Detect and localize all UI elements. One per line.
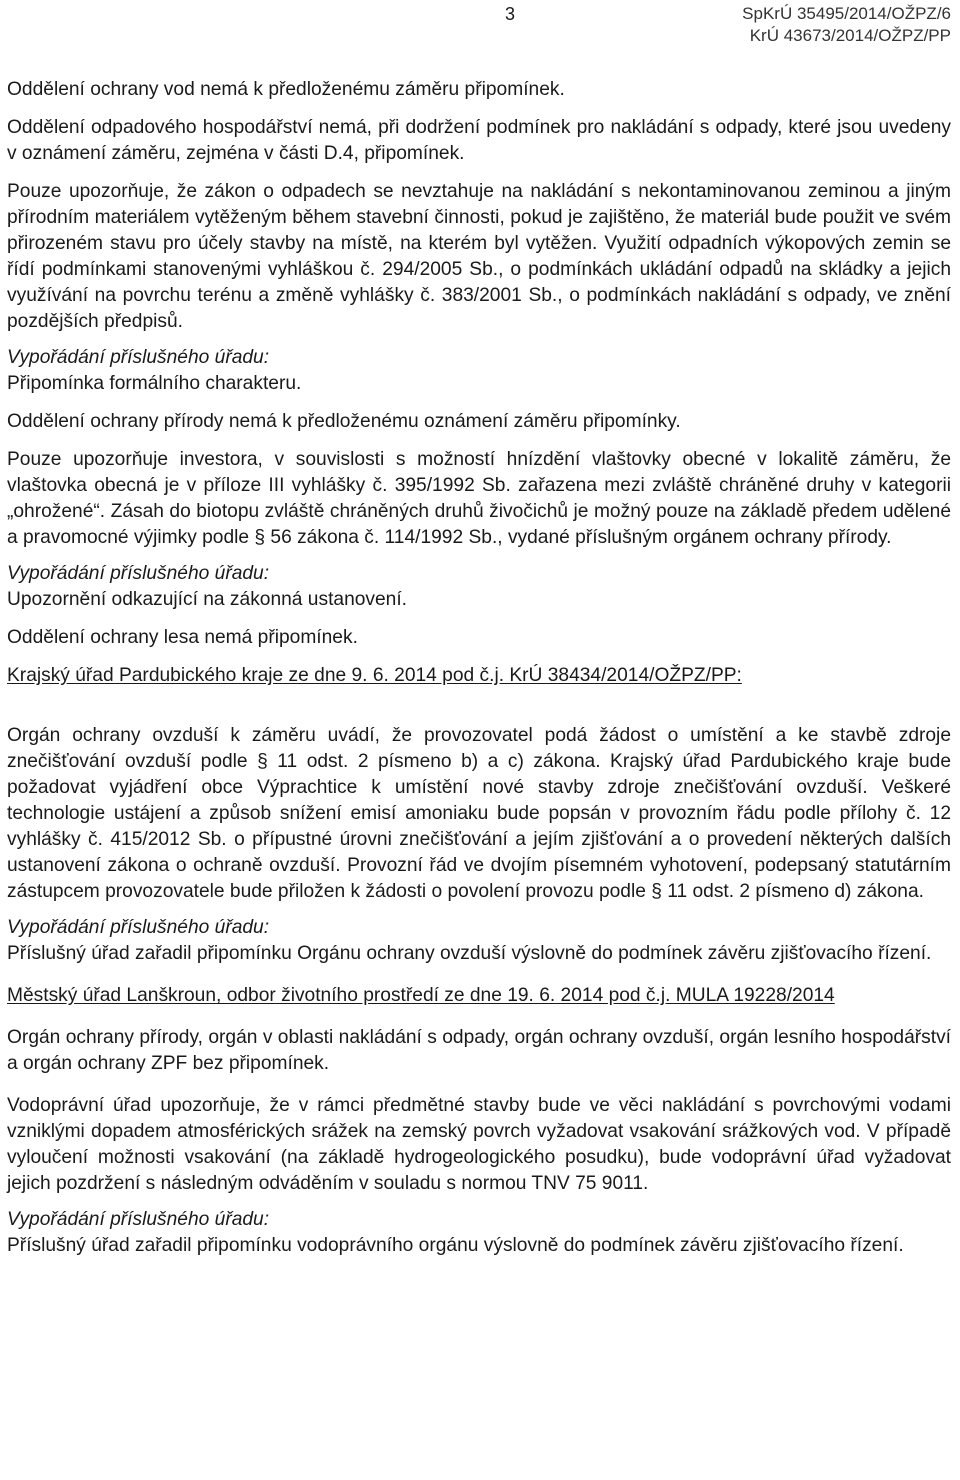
reference-line-1: SpKrÚ 35495/2014/OŽPZ/6: [742, 4, 951, 23]
settlement-label: Vypořádání příslušného úřadu:: [7, 917, 270, 938]
settlement-text: Příslušný úřad zařadil připomínku Orgánu ochrany ovzduší výslovně do podmínek závěru zjišťovacího řízení.: [7, 943, 932, 964]
paragraph-forest-protection: Oddělení ochrany lesa nemá připomínek.: [7, 627, 358, 648]
reference-numbers: [742, 3, 951, 46]
paragraph-swallow-notice: Pouze upozorňuje investora, v souvislosti s možností hnízdění vlaštovky obecné v lokalitě záměru, že vlaštovka obecná je v příloze III vyhlášky č. 395/1992 Sb. zařazena mezi zvláště chráněné druhy v kategorii „ohrožené“. Zásah do biotopu zvláště chráněných druhů živočichů je možný pouze na základě předem udělené a pravomocné výjimky podle § 56 zákona č. 114/1992 Sb., vydané příslušným orgánem ochrany přírody.: [7, 449, 951, 548]
settlement-label: Vypořádání příslušného úřadu:: [7, 347, 270, 368]
page-number: 3: [505, 4, 516, 24]
settlement-label: Vypořádání příslušného úřadu:: [7, 1209, 270, 1230]
settlement-text: Připomínka formálního charakteru.: [7, 373, 302, 394]
paragraph-no-comments: Orgán ochrany přírody, orgán v oblasti nakládání s odpady, orgán ochrany ovzduší, orgán lesního hospodářství a orgán ochrany ZPF bez připomínek.: [7, 1027, 951, 1074]
section-heading-regional-office: Krajský úřad Pardubického kraje ze dne 9. 6. 2014 pod č.j. KrÚ 38434/2014/OŽPZ/PP:: [7, 665, 742, 686]
page-header: [7, 0, 951, 50]
paragraph-waste-management: Oddělení odpadového hospodářství nemá, při dodržení podmínek pro nakládání s odpady, které jsou uvedeny v oznámení záměru, zejména v části D.4, připomínek.: [7, 117, 951, 164]
document-page: [7, 0, 951, 1259]
paragraph-nature-protection: Oddělení ochrany přírody nemá k předloženému oznámení záměru připomínky.: [7, 411, 681, 432]
reference-line-2: KrÚ 43673/2014/OŽPZ/PP: [749, 25, 951, 45]
document-body: [7, 77, 951, 1259]
settlement-label: Vypořádání příslušného úřadu:: [7, 563, 270, 584]
paragraph-waste-notice: Pouze upozorňuje, že zákon o odpadech se nevztahuje na nakládání s nekontaminovanou zeminou a jiným přírodním materiálem vytěženým během stavební činnosti, pokud je zajištěno, že materiál bude použit ve svém přirozeném stavu pro účely stavby na místě, na kterém byl vytěžen. Využití odpadních výkopových zemin se řídí podmínkami stanovenými vyhláškou č. 294/2005 Sb., o podmínkách ukládání odpadů na skládky a jejich využívání na povrchu terénu a změně vyhlášky č. 383/2001 Sb., o podmínkách nakládání s odpady, ve znění pozdějších předpisů.: [7, 181, 951, 332]
paragraph-water-protection: Oddělení ochrany vod nemá k předloženému záměru připomínek.: [7, 79, 565, 100]
paragraph-water-authority: Vodoprávní úřad upozorňuje, že v rámci předmětné stavby bude ve věci nakládání s povrchovými vodami vzniklými dopadem atmosférických srážek na zemský povrch vyžadovat vsakování srážkových vod. V případě vyloučení možnosti vsakování (na základě hydrogeologického posudku), bude vodoprávní úřad vyžadovat jejich pozdržení s následným odváděním v souladu s normou TNV 75 9011.: [7, 1095, 951, 1194]
settlement-text: Upozornění odkazující na zákonná ustanovení.: [7, 589, 408, 610]
section-heading-municipal-office: Městský úřad Lanškroun, odbor životního prostředí ze dne 19. 6. 2014 pod č.j. MULA 19228/2014: [7, 985, 835, 1006]
settlement-text: Příslušný úřad zařadil připomínku vodoprávního orgánu výslovně do podmínek závěru zjišťovacího řízení.: [7, 1235, 904, 1256]
paragraph-air-protection: Orgán ochrany ovzduší k záměru uvádí, že provozovatel podá žádost o umístění a ke stavbě zdroje znečišťování ovzduší podle § 11 odst. 2 písmeno b) a c) zákona. Krajský úřad Pardubického kraje bude požadovat vyjádření obce Výprachtice k umístění nové stavby zdroje znečišťování ovzduší. Veškeré technologie ustájení a způsob snížení emisí amoniaku bude popsán v provozním řádu podle přílohy č. 12 vyhlášky č. 415/2012 Sb. o přípustné úrovni znečišťování a jejím zjišťování a o provedení některých dalších ustanovení zákona o ochraně ovzduší. Provozní řád ve dvojím písemném vyhotovení, podepsaný statutárním zástupcem provozovatele bude přiložen k žádosti o povolení provozu podle § 11 odst. 2 písmeno d) zákona.: [7, 725, 951, 902]
